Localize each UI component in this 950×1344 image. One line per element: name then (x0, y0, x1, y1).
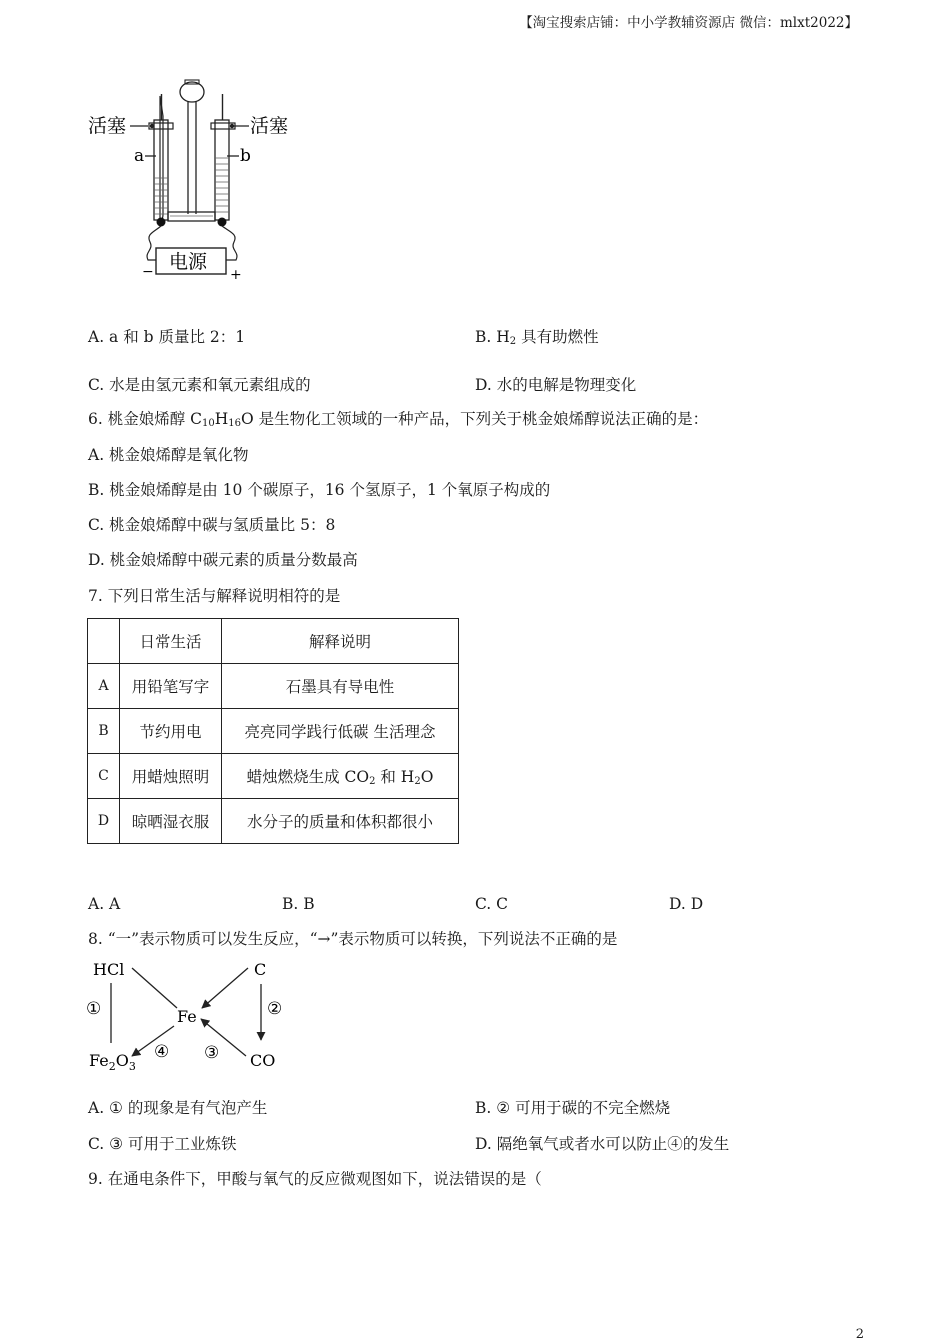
table-header-cell: 解释说明 (222, 619, 459, 664)
q6-option-c: C. 桃金娘烯醇中碳与氢质量比 5：8 (88, 516, 336, 534)
q6-option-b: B. 桃金娘烯醇是由 10 个碳原子，16 个氢原子，1 个氧原子构成的 (88, 481, 551, 499)
row-life: 晾晒湿衣服 (120, 799, 222, 844)
q9-stem: 9. 在通电条件下，甲酸与氧气的反应微观图如下，说法错误的是（ (88, 1170, 542, 1188)
positive-terminal-sign: + (230, 267, 242, 283)
node-hcl: HCl (93, 960, 125, 979)
q6-option-a: A. 桃金娘烯醇是氧化物 (88, 446, 249, 464)
table-row (88, 754, 459, 799)
q8-option-a: A. ① 的现象是有气泡产生 (88, 1099, 268, 1117)
negative-terminal-sign: − (142, 264, 154, 280)
row-key: D (88, 799, 120, 844)
q8-option-c: C. ③ 可用于工业炼铁 (88, 1135, 237, 1153)
q8-stem: 8. “一”表示物质可以发生反应，“→”表示物质可以转换，下列说法不正确的是 (88, 930, 618, 948)
q6-stem: 6. 桃金娘烯醇 $C_{10}H_{16}O$ 是生物化工领域的一种产品，下列关于桃金娘烯醇说法正确的是： (88, 410, 709, 429)
q5-option-a: A. a 和 b 质量比 2：1 (88, 328, 246, 346)
q8-option-b: B. ② 可用于碳的不完全燃烧 (475, 1099, 671, 1117)
row-explanation: 石墨具有导电性 (222, 664, 459, 709)
table-header-row (88, 619, 459, 664)
power-source-label: 电源 (169, 251, 208, 273)
row-explanation: 亮亮同学践行低碳 生活理念 (222, 709, 459, 754)
label-3: ③ (204, 1043, 220, 1063)
table-row (88, 799, 459, 844)
q6-option-d: D. 桃金娘烯醇中碳元素的质量分数最高 (88, 551, 358, 569)
q8-option-d: D. 隔绝氧气或者水可以防止④的发生 (475, 1135, 730, 1153)
label-1: ① (86, 999, 102, 1019)
label-2: ② (267, 999, 283, 1019)
row-life: 用铅笔写字 (120, 664, 222, 709)
table-header-cell (88, 619, 120, 664)
row-explanation: 蜡烛燃烧生成 $CO_2$ 和 $H_2O$ (222, 754, 459, 799)
electrolysis-apparatus-figure (84, 74, 314, 286)
q8-reaction-diagram (84, 956, 304, 1076)
q5-option-c: C. 水是由氢元素和氧元素组成的 (88, 376, 311, 394)
q7-stem: 7. 下列日常生活与解释说明相符的是 (88, 587, 341, 605)
row-life: 用蜡烛照明 (120, 754, 222, 799)
row-key: A (88, 664, 120, 709)
node-co: CO (250, 1051, 276, 1070)
label-b: b (240, 146, 251, 166)
table-header-cell: 日常生活 (120, 619, 222, 664)
row-explanation: 水分子的质量和体积都很小 (222, 799, 459, 844)
q7-table (87, 618, 459, 844)
header-note: 【淘宝搜索店铺：中小学教辅资源店 微信：mlxt2022】 (519, 15, 858, 31)
q7-option-d: D. D (669, 895, 704, 913)
q5-option-d: D. 水的电解是物理变化 (475, 376, 637, 394)
page-number: 2 (855, 1327, 864, 1342)
table-row (88, 664, 459, 709)
row-life: 节约用电 (120, 709, 222, 754)
q7-option-a: A. A (88, 895, 121, 913)
q7-option-c: C. C (475, 895, 509, 913)
label-4: ④ (154, 1042, 170, 1062)
q7-option-b: B. B (282, 895, 315, 913)
q5-option-b: B. $H_2$ 具有助燃性 (475, 328, 599, 347)
node-fe: Fe (177, 1007, 197, 1026)
table-row (88, 709, 459, 754)
node-c: C (254, 960, 267, 979)
row-key: B (88, 709, 120, 754)
stopcock-left-label: 活塞 (88, 115, 127, 137)
label-a: a (134, 146, 145, 166)
row-key: C (88, 754, 120, 799)
stopcock-right-label: 活塞 (250, 115, 289, 137)
node-fe2o3: $Fe_2O_3$ (89, 1051, 136, 1073)
